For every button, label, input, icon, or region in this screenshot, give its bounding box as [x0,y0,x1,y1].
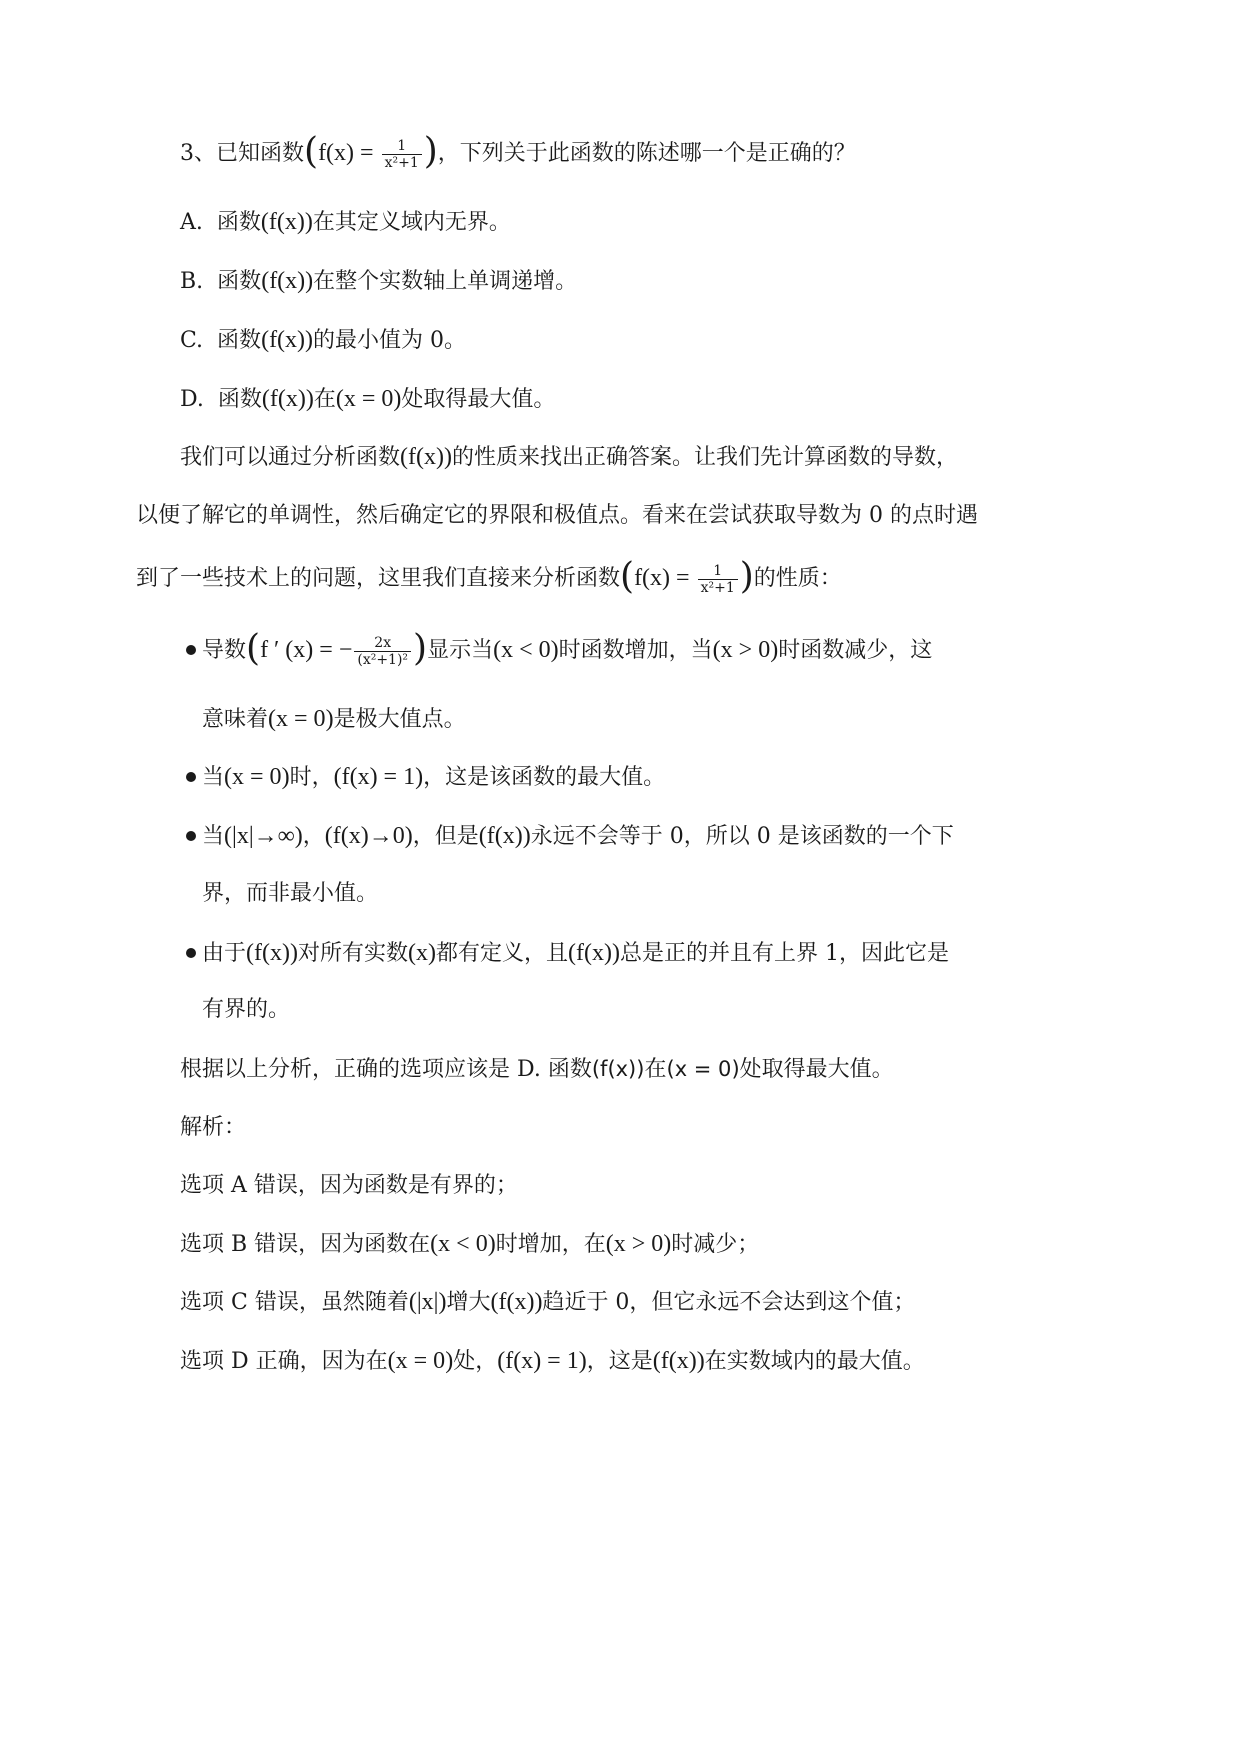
question-number: 3、 [180,141,216,166]
analysis-option-b: 选项 B 错误，因为函数在(x < 0)时增加，在(x > 0)时减少； [180,1231,760,1257]
bullet-4-line-2: 有界的。 [202,997,291,1022]
bullet-3-line-2: 界，而非最小值。 [202,881,379,906]
option-a: A. 函数(f(x))在其定义域内无界。 [180,209,511,235]
analysis-option-a: 选项 A 错误，因为函数是有界的； [180,1173,518,1198]
question-line: 3、已知函数(f(x) = $\frac{1}{\text{x²+1}}$ )，下列关于此函数的陈述哪一个是正确的？ [180,131,856,172]
intro-line-3: 到了一些技术上的问题，这里我们直接来分析函数(f(x) = $\frac{1}{\text{x²+1}}$ )的性质： [136,556,842,597]
bullet-4-line-1: 由于(f(x))对所有实数(x)都有定义，且(f(x))总是正的并且有上界 1，因此它是 [202,940,950,966]
derivative-fraction: $\frac{2x}{\text{(x²+1)²}}$ [354,636,411,667]
question-text-pre: 已知函数 [216,141,305,166]
conclusion-line: 根据以上分析，正确的选项应该是 D. 函数(f(x))在(x = 0)处取得最大值。 [180,1057,894,1082]
option-c: C. 函数(f(x))的最小值为 0。 [180,327,467,353]
analysis-title: 解析： [180,1115,247,1140]
option-b: B. 函数(f(x))在整个实数轴上单调递增。 [180,268,578,294]
bullet-2: 当(x = 0)时，(f(x) = 1)，这是该函数的最大值。 [202,764,666,790]
bullet-dot-1 [186,645,196,655]
bullet-1-line-1: 导数(f ′ (x) = − $\frac{2x}{\text{(x²+1)²}}$ )显示当(x < 0)时函数增加，当(x > 0)时函数减少，这 [202,628,933,669]
question-fraction: $\frac{1}{\text{x²+1}}$ [382,139,422,170]
question-text-post: ，下列关于此函数的陈述哪一个是正确的？ [437,141,856,166]
bullet-dot-3 [186,831,196,841]
bullet-dot-4 [186,948,196,958]
intro-line-1: 我们可以通过分析函数(f(x))的性质来找出正确答案。让我们先计算函数的导数， [180,444,959,470]
question-function: f(x) = [318,140,380,166]
bullet-dot-2 [186,772,196,782]
intro-fraction: $\frac{1}{\text{x²+1}}$ [698,564,738,595]
analysis-option-d: 选项 D 正确，因为在(x = 0)处，(f(x) = 1)，这是(f(x))在实数域内的最大值。 [180,1348,925,1374]
intro-line-2: 以便了解它的单调性，然后确定它的界限和极值点。看来在尝试获取导数为 0 的点时遇 [136,503,978,528]
bullet-3-line-1: 当(|x|→∞)，(f(x)→0)，但是(f(x))永远不会等于 0，所以 0 是该函数的一个下 [202,823,954,849]
analysis-option-c: 选项 C 错误，虽然随着(|x|)增大(f(x))趋近于 0，但它永远不会达到这个值； [180,1289,916,1315]
option-d: D. 函数(f(x))在(x = 0)处取得最大值。 [180,386,556,412]
bullet-1-line-2: 意味着(x = 0)是极大值点。 [202,706,466,732]
